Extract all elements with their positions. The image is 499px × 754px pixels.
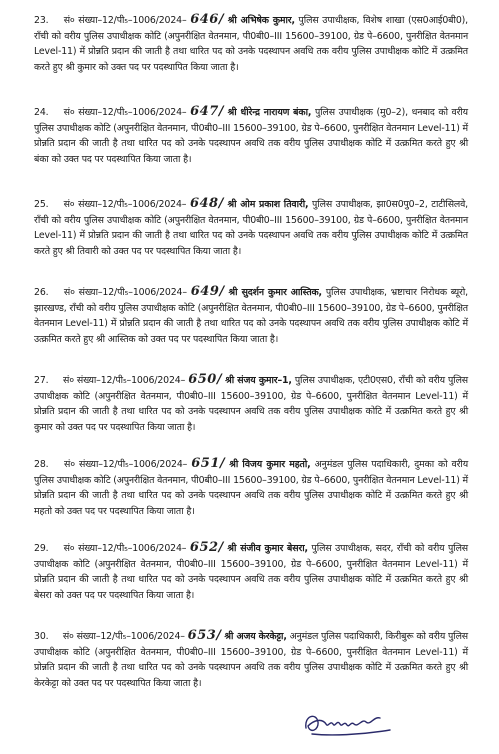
entry-body: पुलिस उपाधीक्षक, भ्रष्टाचार निरोधक ब्यूरो, झारखण्ड, राँची को वरीय पुलिस उपाधीक्षक कोटि (अपुनरीक्षित वेतनमान, पी0बी0–III 15600–39100, ग्रेड पे–6600, पुनरीक्षित वेतनमान Level-11) में प्रोन्नति प्रदान की जाती है तथा धारित पद को उनके पदस्थापन अवधि तक वरीय पुलिस उपाधीक्षक कोटि में उत्क्रमित करते हुए श्री आस्तिक को उक्त पद पर पदस्थापित किया जाता है। bbox=[34, 287, 468, 345]
entry-28 bbox=[34, 456, 468, 519]
handwritten-signature bbox=[300, 706, 420, 740]
order-number: सं० संख्या–12/पी₅–1006/2024– bbox=[63, 287, 187, 298]
officer-name: श्री अभिषेक कुमार, bbox=[227, 15, 295, 26]
entry-number: 30. bbox=[34, 631, 49, 642]
officer-name: श्री विजय कुमार महतो, bbox=[229, 459, 311, 470]
order-number: सं० संख्या–12/पी₅–1006/2024– bbox=[64, 459, 188, 470]
order-number: सं० संख्या–12/पी₅–1006/2024– bbox=[63, 375, 186, 386]
entry-24 bbox=[34, 104, 468, 167]
officer-name: श्री धीरेन्द्र नारायण बंका, bbox=[227, 107, 312, 118]
entry-25 bbox=[34, 196, 468, 259]
handwritten-memo-number: 651/ bbox=[191, 456, 226, 471]
handwritten-memo-number: 647/ bbox=[190, 104, 224, 119]
officer-name: श्री ओम प्रकाश तिवारी, bbox=[227, 199, 309, 210]
entry-23 bbox=[34, 12, 468, 75]
order-number: सं० संख्या–12/पी₅–1006/2024– bbox=[63, 199, 187, 210]
handwritten-memo-number: 649/ bbox=[190, 284, 225, 299]
entry-number: 29. bbox=[34, 543, 49, 554]
entry-body: पुलिस उपाधीक्षक, एटी0एस0, राँची को वरीय पुलिस उपाधीक्षक कोटि (अपुनरीक्षित वेतनमान, पी0बी0–III 15600–39100, ग्रेड पे–6600, पुनरीक्षित वेतनमान Level-11) में प्रोन्नति प्रदान की जाती है तथा धारित पद को उनके पदस्थापन अवधि तक वरीय पुलिस उपाधीक्षक कोटि में उत्क्रमित करते हुए श्री कुमार को उक्त पद पर पदस्थापित किया जाता है। bbox=[34, 375, 468, 433]
entry-number: 23. bbox=[34, 15, 49, 26]
handwritten-memo-number: 652/ bbox=[189, 540, 224, 555]
handwritten-memo-number: 653/ bbox=[187, 628, 222, 643]
entry-body: पुलिस उपाधीक्षक (मु0–2), धनबाद को वरीय पुलिस उपाधीक्षक कोटि (अपुनरीक्षित वेतनमान, पी0बी0–III 15600–39100, ग्रेड पे–6600, पुनरीक्षित वेतनमान Level-11) में प्रोन्नति प्रदान की जाती है तथा धारित पद को उनके पदस्थापन अवधि तक वरीय पुलिस उपाधीक्षक कोटि में उत्क्रमित करते हुए श्री बंका को उक्त पद पर पदस्थापित किया जाता है। bbox=[34, 107, 468, 165]
entry-number: 28. bbox=[34, 459, 49, 470]
order-number: सं० संख्या–12/पी₅–1006/2024– bbox=[62, 631, 185, 642]
order-number: सं० संख्या–12/पी₅–1006/2024– bbox=[63, 15, 187, 26]
officer-name: श्री सुदर्शन कुमार आस्तिक, bbox=[228, 287, 322, 298]
entry-number: 25. bbox=[34, 199, 49, 210]
entry-number: 26. bbox=[34, 287, 49, 298]
entry-body: अनुमंडल पुलिस पदाधिकारी, किरीबुरू को वरीय पुलिस उपाधीक्षक कोटि (अपुनरीक्षित वेतनमान, पी0बी0–III 15600–39100, ग्रेड पे–6600, पुनरीक्षित वेतनमान Level-11) में प्रोन्नति प्रदान की जाती है तथा धारित पद को उनके पदस्थापन अवधि तक वरीय पुलिस उपाधीक्षक कोटि में उत्क्रमित करते हुए श्री केरकेट्टा को उक्त पद पर पदस्थापित किया जाता है। bbox=[34, 631, 468, 689]
order-number: सं० संख्या–12/पी₅–1006/2024– bbox=[63, 107, 187, 118]
entry-body: पुलिस उपाधीक्षक, झा0स0पु0–2, टाटीसिलवे, राँची को वरीय पुलिस उपाधीक्षक कोटि (अपुनरीक्षित वेतनमान, पी0बी0–III 15600–39100, ग्रेड पे–6600, पुनरीक्षित वेतनमान Level-11) में प्रोन्नति प्रदान की जाती है तथा धारित पद को उनके पदस्थापन अवधि तक वरीय पुलिस उपाधीक्षक कोटि में उत्क्रमित करते हुए श्री तिवारी को उक्त पद पर पदस्थापित किया जाता है। bbox=[34, 199, 468, 257]
officer-name: श्री संजीव कुमार बेसरा, bbox=[227, 543, 308, 554]
order-number: सं० संख्या–12/पी₅–1006/2024– bbox=[63, 543, 187, 554]
entry-body: अनुमंडल पुलिस पदाधिकारी, दुमका को वरीय पुलिस उपाधीक्षक कोटि (अपुनरीक्षित वेतनमान, पी0बी0–III 15600–39100, ग्रेड पे–6600, पुनरीक्षित वेतनमान Level-11) में प्रोन्नति प्रदान की जाती है तथा धारित पद को उनके पदस्थापन अवधि तक वरीय पुलिस उपाधीक्षक कोटि में उत्क्रमित करते हुए श्री महतो को उक्त पद पर पदस्थापित किया जाता है। bbox=[34, 459, 468, 517]
officer-name: श्री संजय कुमार–1, bbox=[225, 375, 292, 386]
handwritten-memo-number: 648/ bbox=[189, 196, 224, 211]
officer-name: श्री अजय केरकेट्टा, bbox=[224, 631, 287, 642]
entry-30 bbox=[34, 628, 468, 691]
entry-body: पुलिस उपाधीक्षक, सदर, राँची को वरीय पुलिस उपाधीक्षक कोटि (अपुनरीक्षित वेतनमान, पी0बी0–III 15600–39100, ग्रेड पे–6600, पुनरीक्षित वेतनमान Level-11) में प्रोन्नति प्रदान की जाती है तथा धारित पद को उनके पदस्थापन अवधि तक वरीय पुलिस उपाधीक्षक कोटि में उत्क्रमित करते हुए श्री बेसरा को उक्त पद पर पदस्थापित किया जाता है। bbox=[34, 543, 468, 601]
entry-27 bbox=[34, 372, 468, 435]
entry-number: 24. bbox=[34, 107, 49, 118]
entry-body: पुलिस उपाधीक्षक, विशेष शाखा (एस0आई0बी0), राँची को वरीय पुलिस उपाधीक्षक कोटि (अपुनरीक्षित वेतनमान, पी0बी0–III 15600–39100, ग्रेड पे–6600, पुनरीक्षित वेतनमान Level-11) में प्रोन्नति प्रदान की जाती है तथा धारित पद को उनके पदस्थापन अवधि तक वरीय पुलिस उपाधीक्षक कोटि में उत्क्रमित करते हुए श्री कुमार को उक्त पद पर पदस्थापित किया जाता है। bbox=[34, 15, 468, 73]
entry-number: 27. bbox=[34, 375, 49, 386]
entry-26 bbox=[34, 284, 468, 347]
handwritten-memo-number: 650/ bbox=[188, 372, 223, 387]
entry-29 bbox=[34, 540, 468, 603]
handwritten-memo-number: 646/ bbox=[190, 12, 225, 27]
